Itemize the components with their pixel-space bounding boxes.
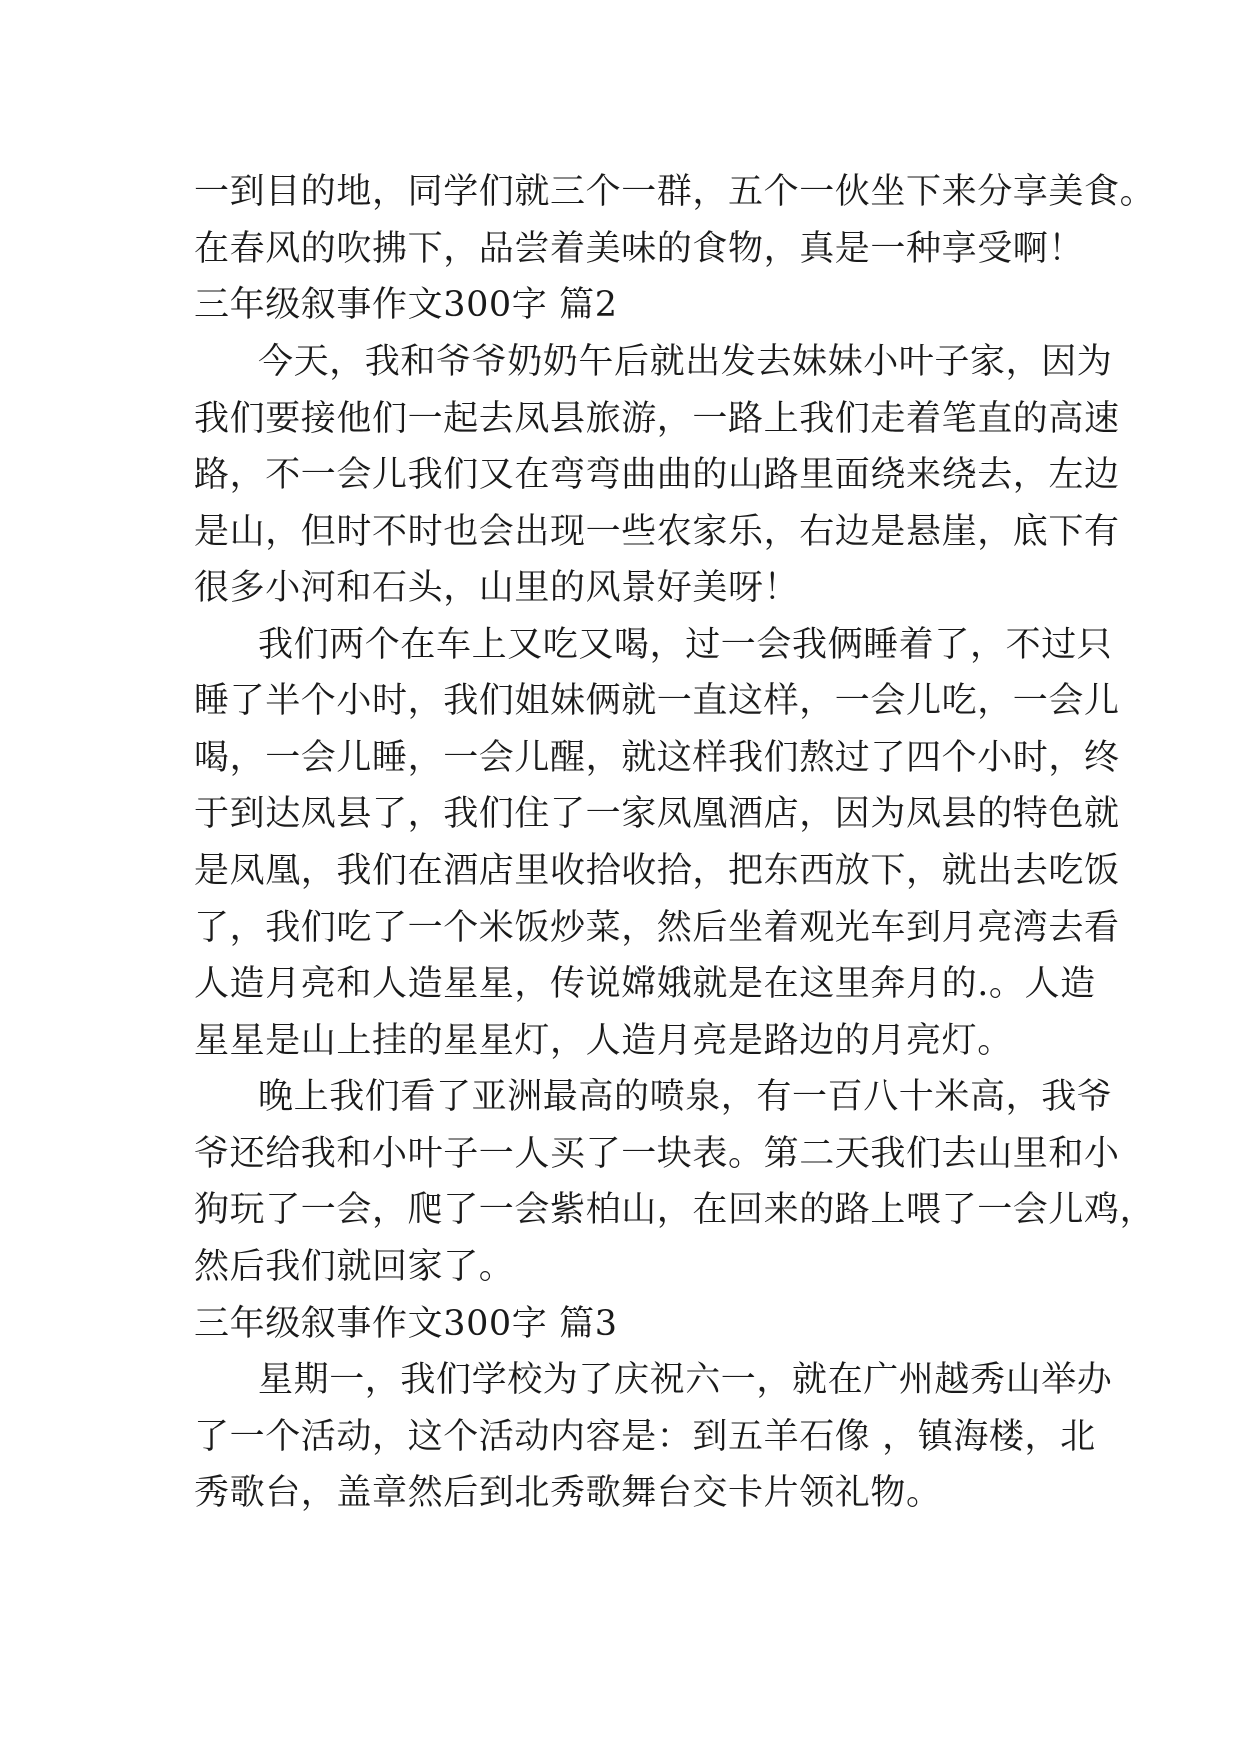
paragraph-line: 很多小河和石头，山里的风景好美呀！ <box>194 568 800 608</box>
paragraph-line: 晚上我们看了亚洲最高的喷泉，有一百八十米高，我爷 <box>258 1077 1113 1117</box>
paragraph-line: 路，不一会儿我们又在弯弯曲曲的山路里面绕来绕去，左边 <box>194 455 1120 495</box>
paragraph-line: 于到达凤县了，我们住了一家凤凰酒店，因为凤县的特色就 <box>194 794 1120 834</box>
paragraph-line: 我们两个在车上又吃又喝，过一会我俩睡着了，不过只 <box>258 625 1113 665</box>
paragraph-line: 狗玩了一会，爬了一会紫柏山，在回来的路上喂了一会儿鸡， <box>194 1190 1156 1230</box>
paragraph-line: 秀歌台，盖章然后到北秀歌舞台交卡片领礼物。 <box>194 1473 942 1513</box>
paragraph-line: 一到目的地，同学们就三个一群，五个一伙坐下来分享美食。 <box>194 172 1156 212</box>
paragraph-line: 星星是山上挂的星星灯，人造月亮是路边的月亮灯。 <box>194 1021 1013 1061</box>
paragraph-line: 是山，但时不时也会出现一些农家乐，右边是悬崖，底下有 <box>194 512 1120 552</box>
paragraph-line: 星期一，我们学校为了庆祝六一，就在广州越秀山举办 <box>258 1360 1113 1400</box>
section-heading-2: 三年级叙事作文300字 篇2 <box>194 285 618 325</box>
paragraph-line: 今天，我和爷爷奶奶午后就出发去妹妹小叶子家，因为 <box>258 342 1113 382</box>
paragraph-line: 爷还给我和小叶子一人买了一块表。第二天我们去山里和小 <box>194 1134 1120 1174</box>
paragraph-line: 人造月亮和人造星星，传说嫦娥就是在这里奔月的.。人造 <box>194 964 1096 1004</box>
paragraph-line: 喝，一会儿睡，一会儿醒，就这样我们熬过了四个小时，终 <box>194 738 1120 778</box>
paragraph-line: 了，我们吃了一个米饭炒菜，然后坐着观光车到月亮湾去看 <box>194 908 1120 948</box>
paragraph-line: 在春风的吹拂下，品尝着美味的食物，真是一种享受啊！ <box>194 229 1085 269</box>
paragraph-line: 睡了半个小时，我们姐妹俩就一直这样，一会儿吃，一会儿 <box>194 681 1120 721</box>
paragraph-line: 我们要接他们一起去凤县旅游，一路上我们走着笔直的高速 <box>194 399 1120 439</box>
paragraph-line: 然后我们就回家了。 <box>194 1247 515 1287</box>
paragraph-line: 是凤凰，我们在酒店里收拾收拾，把东西放下，就出去吃饭 <box>194 851 1120 891</box>
section-heading-3: 三年级叙事作文300字 篇3 <box>194 1304 618 1344</box>
paragraph-line: 了一个活动，这个活动内容是：到五羊石像 ，镇海楼，北 <box>194 1417 1096 1457</box>
